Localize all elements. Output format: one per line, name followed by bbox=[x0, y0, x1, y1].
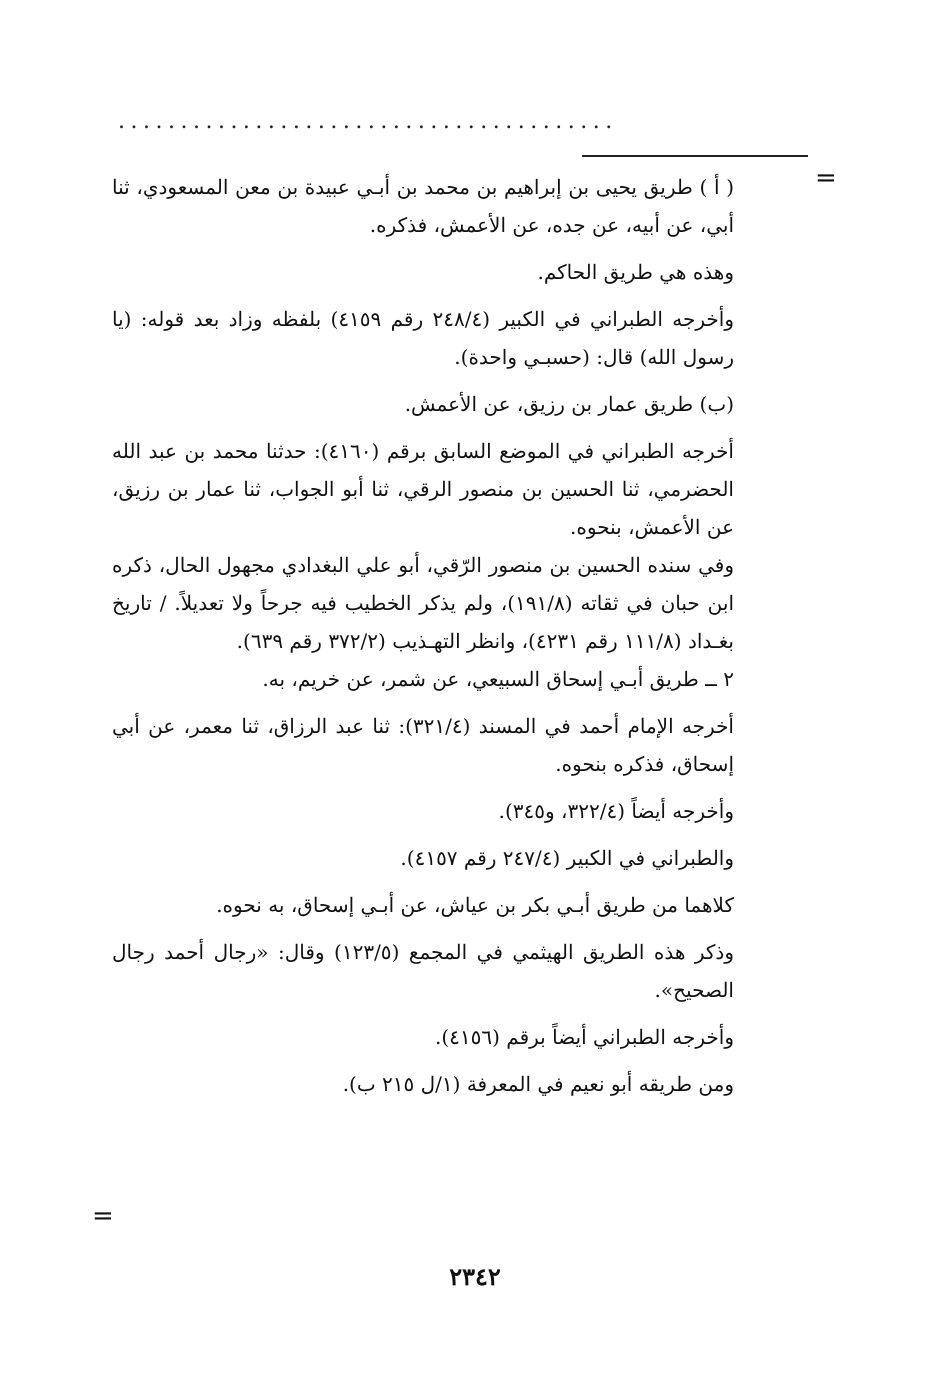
paragraph: والطبراني في الكبير (٢٤٧/٤ رقم ٤١٥٧). bbox=[400, 846, 734, 870]
footnote-text bbox=[112, 168, 734, 1112]
continuation-mark-bottom: = bbox=[92, 1201, 114, 1231]
paragraph: وفي سنده الحسين بن منصور الرّقي، أبو علي البغدادي مجهول الحال، ذكره ابن حبان في ثقاته (١٩١/٨)، ولم يذكر الخطيب فيه جرحاً ولا تعديلاً. / تاريخ بغـداد (١١١/٨ رقم ٤٢٣١)، وانظر التهـذيب (٣٧٢/٢ رقم ٦٣٩). bbox=[112, 553, 735, 653]
dotted-separator: ........................................ bbox=[118, 109, 618, 134]
continuation-mark-top: = bbox=[815, 163, 837, 193]
paragraph: كلاهما من طريق أبـي بكر بن عياش، عن أبـي إسحاق، به نحوه. bbox=[216, 893, 734, 917]
paragraph: وأخرجه الطبراني في الكبير (٢٤٨/٤ رقم ٤١٥٩) بلفظه وزاد بعد قوله: (يا رسول الله) قال: (حسبـي واحدة). bbox=[112, 307, 734, 369]
paragraph: وأخرجه أيضاً (٣٢٢/٤، و٣٤٥). bbox=[498, 799, 734, 823]
paragraph: ( أ ) طريق يحيى بن إبراهيم بن محمد بن أبـي عبيدة بن معن المسعودي، ثنا أبي، عن أبيه، عن جده، عن الأعمش، فذكره. bbox=[112, 175, 734, 237]
paragraph: وهذه هي طريق الحاكم. bbox=[537, 260, 734, 284]
paragraph: (ب) طريق عمار بن رزيق، عن الأعمش. bbox=[404, 392, 734, 416]
paragraph: أخرجه الإمام أحمد في المسند (٣٢١/٤): ثنا عبد الرزاق، ثنا معمر، عن أبي إسحاق، فذكره بنحوه. bbox=[112, 714, 734, 776]
paragraph: ٢ ــ طريق أبـي إسحاق السبيعي، عن شمر، عن خريم، به. bbox=[262, 667, 734, 691]
paragraph: ومن طريقه أبو نعيم في المعرفة (١/ل ٢١٥ ب). bbox=[342, 1072, 734, 1096]
footnote-rule bbox=[582, 155, 808, 157]
paragraph: أخرجه الطبراني في الموضع السابق برقم (٤١٦٠): حدثنا محمد بن عبد الله الحضرمي، ثنا الحسين بن منصور الرقي، ثنا أبو الجواب، ثنا عمار بن رزيق، عن الأعمش، بنحوه. bbox=[112, 439, 734, 539]
paragraph: وذكر هذه الطريق الهيثمي في المجمع (١٢٣/٥) وقال: «رجال أحمد رجال الصحيح». bbox=[112, 940, 734, 1002]
page-number: ٢٣٤٢ bbox=[449, 1262, 501, 1291]
paragraph: وأخرجه الطبراني أيضاً برقم (٤١٥٦). bbox=[434, 1025, 734, 1049]
